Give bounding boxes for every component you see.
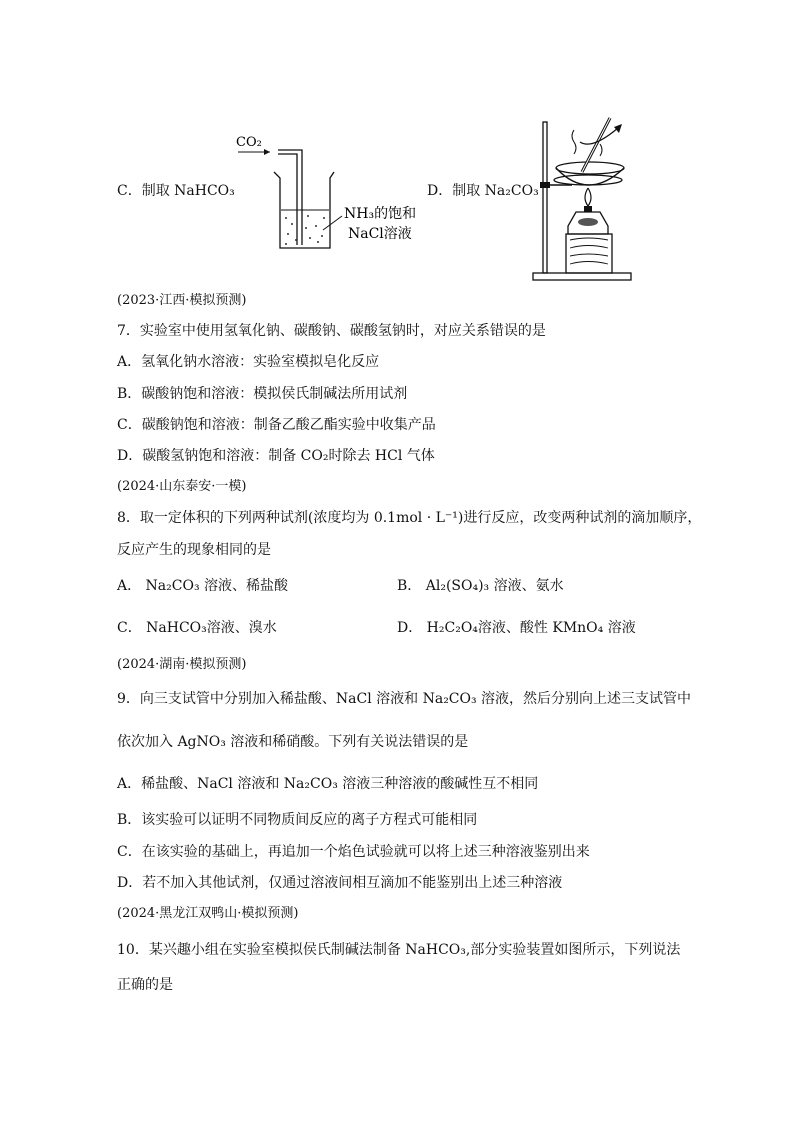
- q9-source: (2024·湖南·模拟预测): [117, 657, 247, 672]
- evaporation-figure: [528, 110, 638, 285]
- q8-option-d: D． H₂C₂O₄溶液、酸性 KMnO₄ 溶液: [397, 620, 636, 636]
- q8-option-c: C． NaHCO₃溶液、溴水: [117, 620, 277, 636]
- q9-option-d: D．若不加入其他试剂，仅通过溶液间相互滴加不能鉴别出上述三种溶液: [117, 875, 563, 891]
- q10-stem-line1: 10．某兴趣小组在实验室模拟侯氏制碱法制备 NaHCO₃,部分实验装置如图所示，下列说法: [117, 942, 681, 958]
- nh3-label: NH₃的饱和: [344, 206, 417, 222]
- q7-option-d: D．碳酸氢钠饱和溶液：制备 CO₂时除去 HCl 气体: [117, 448, 435, 464]
- q9-option-c: C．在该实验的基础上，再追加一个焰色试验就可以将上述三种溶液鉴别出来: [117, 844, 590, 860]
- q7-stem: 7．实验室中使用氢氧化钠、碳酸钠、碳酸氢钠时，对应关系错误的是: [117, 323, 546, 339]
- q8-source: (2024·山东泰安·一模): [117, 479, 247, 494]
- q9-option-b: B．该实验可以证明不同物质间反应的离子方程式可能相同: [117, 812, 478, 828]
- q10-stem-line2: 正确的是: [117, 977, 173, 993]
- beaker-figure: [230, 130, 430, 255]
- q9-option-a: A．稀盐酸、NaCl 溶液和 Na₂CO₃ 溶液三种溶液的酸碱性互不相同: [117, 776, 539, 792]
- q8-option-b: B． Al₂(SO₄)₃ 溶液、氨水: [397, 578, 564, 594]
- q9-stem-line1: 9．向三支试管中分别加入稀盐酸、NaCl 溶液和 Na₂CO₃ 溶液，然后分别向上述三支试管中: [117, 691, 692, 707]
- q7-source: (2023·江西·模拟预测): [117, 293, 247, 308]
- co2-label: CO₂: [236, 135, 262, 150]
- q6-option-d: D．制取 Na₂CO₃: [427, 183, 539, 199]
- q8-stem-line1: 8．取一定体积的下列两种试剂(浓度均为 0.1mol · L⁻¹)进行反应，改变两种试剂的滴加顺序，: [117, 510, 702, 526]
- q7-option-a: A．氢氧化钠水溶液：实验室模拟皂化反应: [117, 354, 380, 370]
- nacl-label: NaCl溶液: [348, 226, 412, 242]
- q8-stem-line2: 反应产生的现象相同的是: [117, 542, 271, 558]
- q10-source: (2024·黑龙江双鸭山·模拟预测): [117, 906, 299, 921]
- q8-option-a: A． Na₂CO₃ 溶液、稀盐酸: [117, 578, 289, 594]
- q7-option-b: B．碳酸钠饱和溶液：模拟侯氏制碱法所用试剂: [117, 386, 408, 402]
- q9-stem-line2: 依次加入 AgNO₃ 溶液和稀硝酸。下列有关说法错误的是: [117, 734, 469, 750]
- q6-option-c: C．制取 NaHCO₃: [117, 183, 235, 199]
- q7-option-c: C．碳酸钠饱和溶液：制备乙酸乙酯实验中收集产品: [117, 417, 436, 433]
